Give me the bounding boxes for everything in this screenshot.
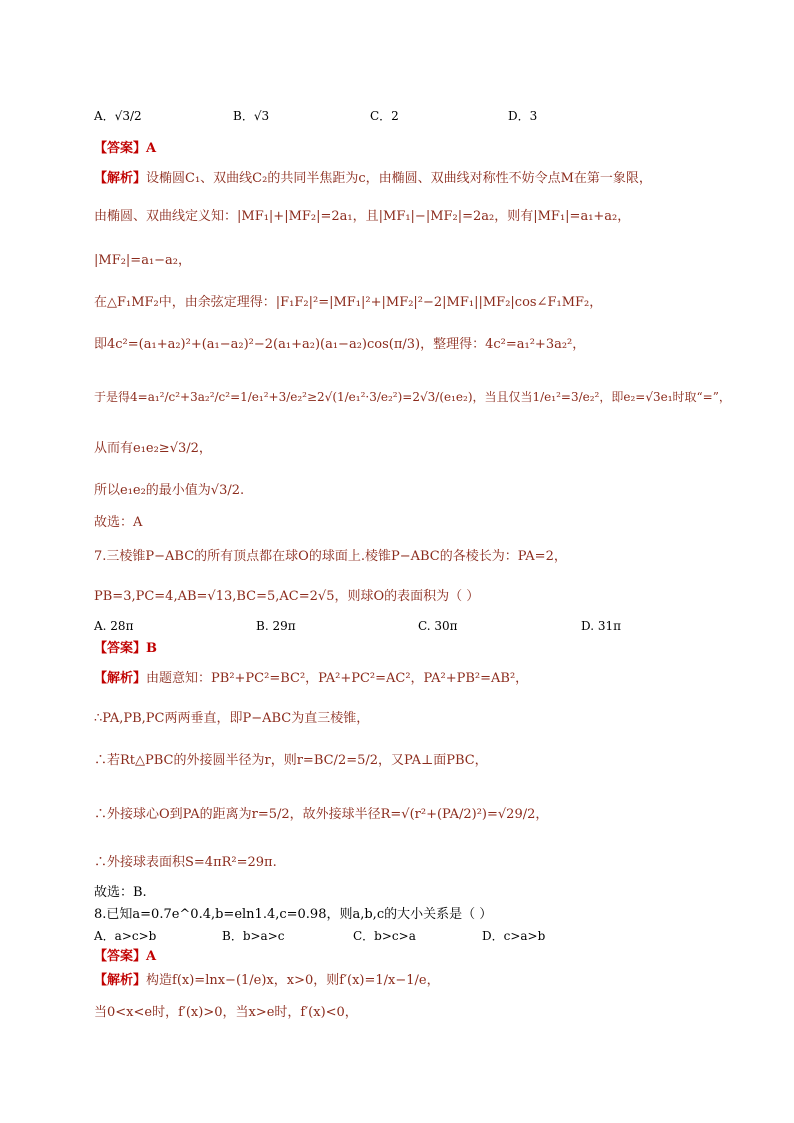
q7-solution-line-6: 故选：B.	[94, 885, 147, 900]
q7-option-a: A. 28π	[94, 619, 134, 633]
answer-tag: 【答案】	[94, 949, 147, 964]
q8-option-c: C．b>c>a	[353, 929, 416, 943]
answer-value: A	[146, 141, 157, 156]
q6-answer	[94, 140, 156, 158]
q7-solution-line-3: ∴若Rt△PBC的外接圆半径为r，则r=BC/2=5/2，又PA⊥面PBC，	[94, 753, 488, 768]
q8-solution-line-1	[94, 972, 440, 990]
q7-solution-line-5: ∴外接球表面积S=4πR²=29π.	[94, 855, 277, 870]
answer-value: A	[146, 949, 157, 964]
q6-solution-line-5: 即4c²=(a₁+a₂)²+(a₁−a₂)²−2(a₁+a₂)(a₁−a₂)cos(π/3)，整理得：4c²=a₁²+3a₂²，	[94, 337, 586, 352]
q6-option-d: D．3	[508, 109, 538, 123]
q7-answer	[94, 640, 157, 658]
q6-option-a: A．√3/2	[94, 109, 142, 123]
q6-option-b: B．√3	[233, 109, 270, 123]
q7-solution-line-4: ∴外接球心O到PA的距离为r=5/2，故外接球半径R=√(r²+(PA/2)²)=√29/2，	[94, 807, 549, 822]
q6-solution-line-2: 由椭圆、双曲线定义知：|MF₁|+|MF₂|=2a₁，且|MF₁|−|MF₂|=2a₂，则有|MF₁|=a₁+a₂，	[94, 209, 631, 224]
solution-tag: 【解析】	[94, 671, 147, 686]
q8-option-b: B．b>a>c	[222, 929, 285, 943]
q7-option-b: B. 29π	[256, 619, 296, 633]
answer-tag: 【答案】	[94, 641, 147, 656]
solution-text: 由题意知：PB²+PC²=BC²，PA²+PC²=AC²，PA²+PB²=AB²，	[146, 671, 529, 686]
q6-solution-line-3: |MF₂|=a₁−a₂，	[94, 253, 192, 268]
q8-stem: 8.已知a=0.7e^0.4,b=eln1.4,c=0.98，则a,b,c的大小关系是（ ）	[94, 907, 493, 922]
solution-tag: 【解析】	[94, 973, 147, 988]
q7-option-d: D. 31π	[581, 619, 621, 633]
q6-solution-line-4: 在△F₁MF₂中，由余弦定理得：|F₁F₂|²=|MF₁|²+|MF₂|²−2|MF₁||MF₂|cos∠F₁MF₂，	[94, 295, 603, 310]
q6-solution-line-7: 从而有e₁e₂≥√3/2，	[94, 441, 212, 456]
q7-stem-2: PB=3,PC=4,AB=√13,BC=5,AC=2√5，则球O的表面积为（ ）	[94, 589, 480, 604]
answer-value: B	[146, 641, 158, 656]
solution-text: 构造f(x)=lnx−(1/e)x，x>0，则f′(x)=1/x−1/e，	[146, 973, 440, 988]
q7-solution-line-2: ∴PA,PB,PC两两垂直，即P−ABC为直三棱锥，	[94, 711, 370, 726]
solution-text: 设椭圆C₁、双曲线C₂的共同半焦距为c，由椭圆、双曲线对称性不妨令点M在第一象限，	[146, 171, 652, 186]
q6-solution-line-1	[94, 170, 652, 188]
q7-stem-1: 7.三棱锥P−ABC的所有顶点都在球O的球面上.棱锥P−ABC的各棱长为：PA=2，	[94, 549, 567, 564]
solution-tag: 【解析】	[94, 171, 147, 186]
q6-solution-line-6: 于是得4=a₁²/c²+3a₂²/c²=1/e₁²+3/e₂²≥2√(1/e₁²·3/e₂²)=2√3/(e₁e₂)，当且仅当1/e₁²=3/e₂²，即e₂=√3e₁时取“=”，	[94, 390, 731, 404]
q8-answer	[94, 948, 156, 966]
q8-solution-line-2: 当0<x<e时，f′(x)>0，当x>e时，f′(x)<0，	[94, 1005, 358, 1020]
q6-solution-line-9: 故选：A	[94, 515, 143, 530]
q7-solution-line-1	[94, 670, 528, 688]
q8-option-d: D．c>a>b	[482, 929, 546, 943]
q6-solution-line-8: 所以e₁e₂的最小值为√3/2.	[94, 483, 245, 498]
q7-option-c: C. 30π	[418, 619, 458, 633]
q6-option-c: C．2	[370, 109, 399, 123]
answer-tag: 【答案】	[94, 141, 147, 156]
q8-option-a: A．a>c>b	[94, 929, 157, 943]
